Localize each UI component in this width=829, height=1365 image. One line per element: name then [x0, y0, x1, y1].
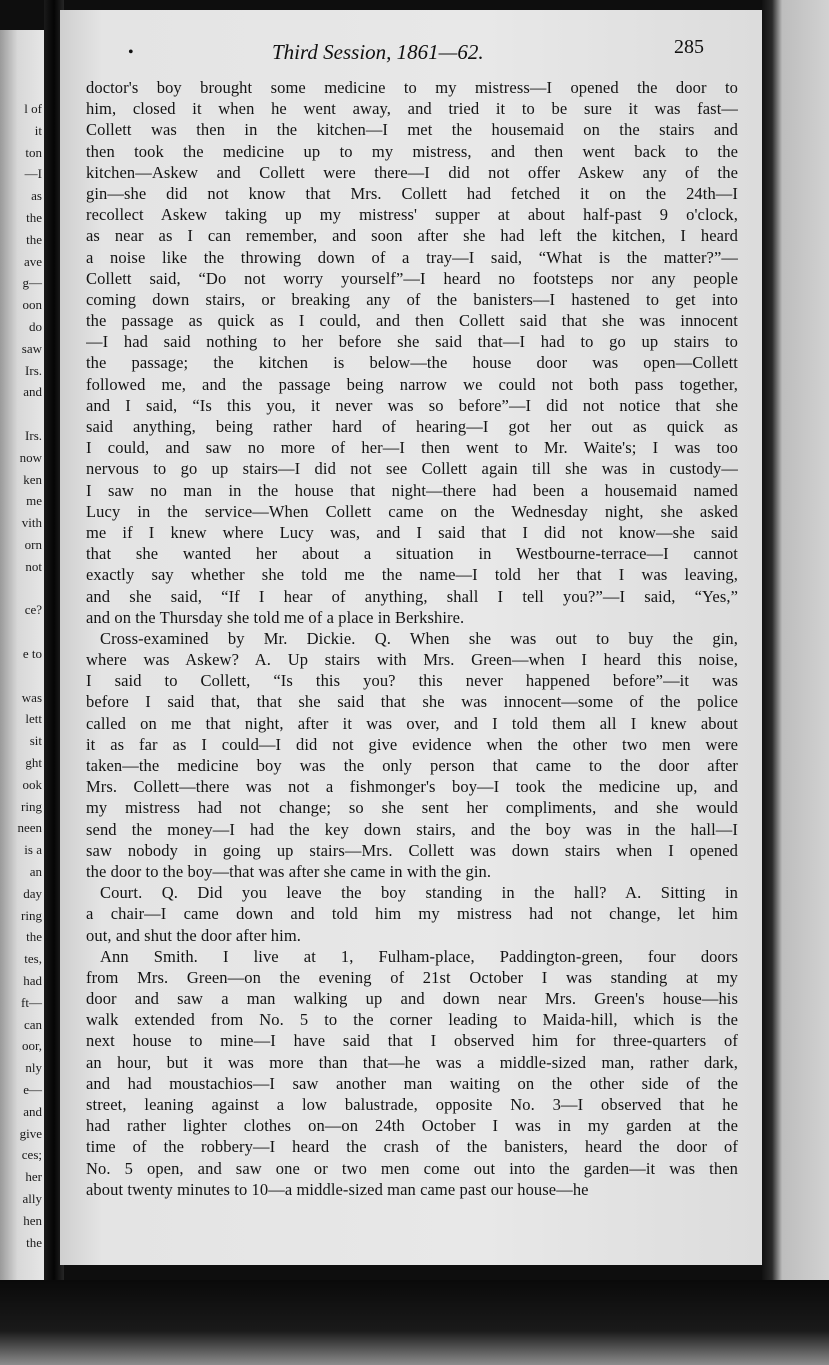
text-line: coming down stairs, or breaking any of the banisters—I hastened to get into — [86, 289, 738, 309]
text-line: an hour, but it was more than that—he was a middle-sized man, rather dark, — [86, 1052, 738, 1072]
bottom-shadow — [0, 1280, 829, 1365]
text-line: and I said, “Is this you, it never was so before”—I did not notice that she — [86, 395, 738, 415]
facing-page-fragment: ken — [23, 471, 42, 487]
text-line: Ann Smith. I live at 1, Fulham-place, Paddington-green, four doors — [100, 946, 738, 966]
facing-page-fragment: and — [23, 384, 42, 400]
text-line: walk extended from No. 5 to the corner leading to Maida-hill, which is the — [86, 1010, 738, 1030]
facing-page-fragment: oor, — [21, 1038, 42, 1054]
text-line: called on me that night, after it was over, and I told them all I knew about — [86, 713, 738, 733]
text-line: —I had said nothing to her before she said that—I had to go up stairs to — [86, 332, 738, 352]
facing-page-fragment: not — [25, 558, 42, 574]
facing-page-fragment: ce? — [24, 602, 42, 618]
text-line: a noise like the throwing down of a tray—I said, “What is the matter?”— — [86, 247, 738, 267]
facing-page-fragment: sit — [29, 733, 42, 749]
text-line: Lucy in the service—When Collett came on the Wednesday night, she asked — [86, 501, 738, 521]
text-line: next house to mine—I have said that I observed him for three-quarters of — [86, 1031, 738, 1051]
text-line: I saw no man in the house that night—there had been a housemaid named — [86, 480, 738, 500]
facing-page-fragment: Irs. — [25, 428, 42, 443]
facing-page-fragment: ton — [25, 144, 42, 160]
text-line: from Mrs. Green—on the evening of 21st October I was standing at my — [86, 967, 738, 987]
facing-page-fragment: lett — [25, 711, 42, 727]
facing-page-fragment: give — [19, 1125, 42, 1141]
facing-page-fragment: the — [26, 231, 42, 247]
text-line: kitchen—Askew and Collett were there—I did not offer Askew any of the — [86, 162, 738, 182]
text-line: saw nobody in going up stairs—Mrs. Collett was down stairs when I opened — [86, 840, 738, 860]
text-line: time of the robbery—I heard the crash of the banisters, heard the door of — [86, 1137, 738, 1157]
facing-page-fragment: nly — [25, 1060, 42, 1076]
text-line: the door to the boy—that was after she came in with the gin. — [86, 861, 492, 881]
text-line: where was Askew? A. Up stairs with Mrs. Green—when I heard this noise, — [86, 650, 738, 670]
text-line: and on the Thursday she told me of a place in Berkshire. — [86, 607, 465, 627]
facing-page-fragment: hen — [23, 1212, 42, 1228]
facing-page-fragment: it — [34, 122, 42, 138]
previous-page-edge — [0, 30, 44, 1280]
text-line: Cross-examined by Mr. Dickie. Q. When she was out to buy the gin, — [100, 628, 738, 648]
facing-page-fragment: day — [23, 885, 42, 901]
facing-page-fragment: g— — [22, 275, 42, 291]
facing-page-fragment: ght — [25, 755, 42, 770]
text-line: before I said that, that she said that she was innocent—some of the police — [86, 692, 738, 712]
text-line: the passage; the kitchen is below—the house door was open—Collett — [86, 353, 738, 373]
text-line: taken—the medicine boy was the only person that came to the door after — [86, 756, 738, 775]
facing-page-fragment: oon — [22, 297, 42, 313]
facing-page-fragment: tes, — [24, 951, 42, 967]
text-line: then took the medicine up to my mistress, and then went back to the — [86, 141, 738, 161]
running-title: Third Session, 1861—62. — [272, 40, 484, 64]
text-line: a chair—I came down and told him my mistress had not change, let him — [86, 904, 738, 924]
text-line: and had moustachios—I saw another man waiting on the other side of the — [86, 1073, 738, 1093]
text-line: me if I knew where Lucy was, and I said that I did not know—she said — [86, 522, 738, 542]
facing-page-fragment: had — [23, 973, 42, 988]
facing-page-fragment: ave — [23, 253, 42, 269]
facing-page-fragment: the — [26, 1234, 42, 1250]
facing-page-fragment: was — [21, 689, 42, 705]
facing-page-fragment: neen — [17, 820, 42, 836]
text-line: No. 5 open, and saw one or two men come out into the garden—it was then — [86, 1158, 738, 1178]
text-line: I could, and saw no more of her—I then went to Mr. Waite's; I was too — [86, 438, 738, 458]
text-line: about twenty minutes to 10—a middle-sized man came past our house—he — [86, 1179, 589, 1199]
text-line: as near as I can remember, and soon after she had left the kitchen, I heard — [86, 226, 738, 246]
facing-page-fragment: ft— — [21, 994, 42, 1010]
body-text — [86, 77, 738, 1200]
book-page — [60, 10, 762, 1265]
facing-page-fragment: saw — [21, 340, 42, 356]
facing-page-fragment: Irs. — [25, 362, 42, 378]
facing-page-fragment: ring — [21, 907, 42, 923]
text-line: and she said, “If I hear of anything, shall I tell you?”—I said, “Yes,” — [86, 586, 738, 606]
facing-page-fragment: l of — [24, 101, 42, 116]
text-line: gin—she did not know that Mrs. Collett had fetched it on the 24th—I — [86, 183, 738, 203]
facing-page-fragment: e to — [22, 646, 42, 661]
facing-page-fragment: now — [19, 449, 42, 465]
facing-page-fragment: ces; — [21, 1147, 42, 1163]
facing-page-fragment: an — [29, 864, 42, 879]
facing-page-fragment: and — [23, 1103, 42, 1119]
text-line: it as far as I could—I did not give evidence when the other two men were — [86, 734, 738, 754]
facing-page-fragment: e— — [23, 1082, 42, 1097]
text-line: Court. Q. Did you leave the boy standing in the hall? A. Sitting in — [100, 883, 738, 903]
facing-page-fragment: ring — [21, 798, 42, 814]
facing-page-fragment: me — [26, 493, 42, 509]
text-line: Collett was then in the kitchen—I met the housemaid on the stairs and — [86, 120, 738, 140]
text-line: said anything, being rather hard of hearing—I got her out as quick as — [86, 417, 738, 436]
text-line: followed me, and the passage being narrow we could not both pass together, — [86, 374, 738, 394]
facing-page-fragment: the — [26, 210, 42, 225]
text-line: street, leaning against a low balustrade, opposite No. 3—I observed that he — [86, 1095, 738, 1114]
text-line: I said to Collett, “Is this you? this never happened before”—it was — [86, 671, 738, 691]
text-line: that she wanted her about a situation in Westbourne-terrace—I cannot — [86, 544, 738, 564]
text-line: out, and shut the door after him. — [86, 925, 302, 945]
text-line: nervous to go up stairs—I did not see Collett again till she was in custody— — [86, 459, 738, 479]
text-line: send the money—I had the key down stairs, and the boy was in the hall—I — [86, 819, 738, 839]
facing-page-fragment: do — [29, 319, 42, 334]
page-number: 285 — [674, 36, 704, 58]
facing-page-fragment: is a — [24, 842, 42, 858]
text-line: recollect Askew taking up my mistress' supper at about half-past 9 o'clock, — [86, 205, 738, 225]
text-line: my mistress had not change; so she sent her compliments, and she would — [86, 798, 738, 818]
facing-page-fragment: —I — [24, 166, 42, 182]
facing-page-fragment: ally — [22, 1191, 42, 1206]
facing-page-fragment: vith — [21, 515, 42, 531]
facing-page-fragment: ook — [22, 776, 42, 792]
text-line: the passage as quick as I could, and then Collett said that she was innocent — [86, 311, 738, 331]
page-header — [60, 38, 762, 66]
header-dot: • — [128, 44, 134, 61]
text-line: door and saw a man walking up and down near Mrs. Green's house—his — [86, 989, 738, 1009]
text-line: Collett said, “Do not worry yourself”—I heard no footsteps nor any people — [86, 268, 738, 288]
text-line: had rather lighter clothes on—on 24th October I was in my garden at the — [86, 1116, 738, 1136]
text-line: doctor's boy brought some medicine to my mistress—I opened the door to — [86, 78, 738, 97]
page-stack-edge — [762, 0, 829, 1365]
facing-page-fragment: the — [26, 929, 42, 945]
text-line: exactly say whether she told me the name—I told her that I was leaving, — [86, 565, 738, 585]
text-line: Mrs. Collett—there was not a fishmonger's boy—I took the medicine up, and — [86, 777, 738, 797]
facing-page-fragment: orn — [24, 537, 42, 552]
facing-page-fragment: as — [31, 188, 42, 204]
text-line: him, closed it when he went away, and tried it to be sure it was fast— — [86, 99, 738, 119]
facing-page-fragment: her — [25, 1169, 42, 1185]
facing-page-fragment: can — [23, 1016, 42, 1032]
